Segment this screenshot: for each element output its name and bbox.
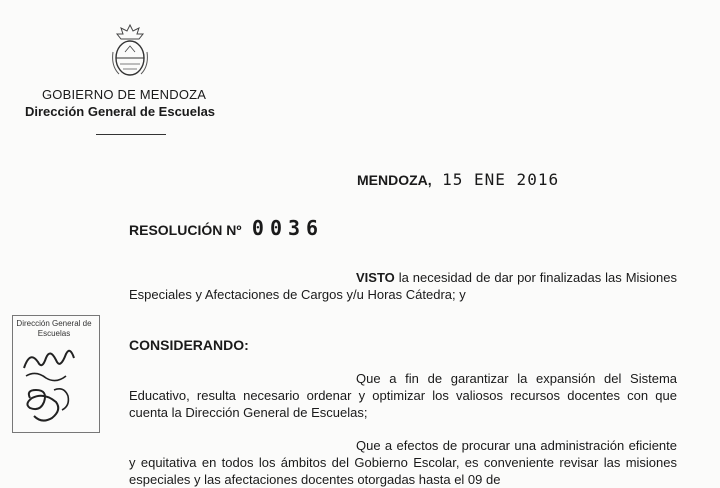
paragraph-text: Que a fin de garantizar la expansión del Sistema Educativo, resulta necesario ordenar y optimizar los valiosos recursos docentes con que cuenta la Dirección General de Escuelas; [129, 371, 677, 420]
considerando-paragraph-2 [129, 437, 677, 488]
divider [96, 134, 166, 135]
date-label: MENDOZA, [357, 172, 432, 188]
resolution-line [129, 216, 324, 240]
considerando-heading: CONSIDERANDO: [129, 337, 249, 353]
coat-of-arms-seal-icon [109, 22, 151, 80]
government-name: GOBIERNO DE MENDOZA [42, 87, 207, 102]
date-stamp: 15 ENE 2016 [442, 170, 560, 189]
considerando-paragraph-1 [129, 370, 677, 421]
visto-text: la necesidad de dar por finalizadas las Misiones Especiales y Afectaciones de Cargos y/u Horas Cátedra; y [129, 270, 677, 302]
visto-keyword: VISTO [356, 270, 395, 285]
handwritten-signature-icon [16, 340, 86, 435]
department-name: Dirección General de Escuelas [25, 104, 216, 119]
resolution-label: RESOLUCIÓN Nº [129, 222, 242, 238]
visto-paragraph [129, 269, 677, 303]
date-line [357, 170, 559, 190]
stamp-text: Dirección General de Escuelas [16, 319, 92, 338]
resolution-number: 0036 [251, 216, 325, 240]
paragraph-text: Que a efectos de procurar una administración eficiente y equitativa en todos los ámbitos del Gobierno Escolar, es conveniente revisar las misiones especiales y las afectaciones docentes otorgadas hasta el 09 de [129, 438, 677, 487]
